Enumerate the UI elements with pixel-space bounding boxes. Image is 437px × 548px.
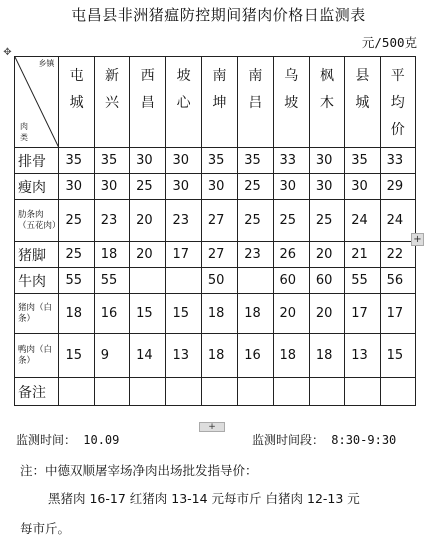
price-cell: 27: [201, 200, 237, 242]
price-cell: 18: [238, 294, 273, 334]
price-cell: 18: [309, 334, 344, 378]
column-header: 县城: [345, 57, 380, 148]
price-cell: 30: [201, 174, 237, 200]
table-row: [15, 378, 416, 406]
price-cell: [94, 378, 129, 406]
price-cell: [238, 268, 273, 294]
monitor-period: [252, 431, 396, 448]
table-row: [15, 334, 416, 378]
price-cell: 25: [59, 242, 94, 268]
price-cell: 55: [59, 268, 94, 294]
price-cell: 18: [94, 242, 129, 268]
column-header: 西昌: [130, 57, 166, 148]
price-cell: 50: [201, 268, 237, 294]
price-cell: 30: [166, 148, 201, 174]
price-cell: 17: [166, 242, 201, 268]
move-handle-icon[interactable]: ✥: [3, 47, 12, 58]
price-cell: [345, 378, 380, 406]
column-header: 坡心: [166, 57, 201, 148]
price-cell: 30: [345, 174, 380, 200]
price-cell: 30: [273, 174, 309, 200]
add-row-icon[interactable]: +: [199, 422, 225, 432]
row-label: 排骨: [15, 148, 59, 174]
column-header: 南吕: [238, 57, 273, 148]
row-label: 猪肉（白条）: [15, 294, 59, 334]
table-corner-cell: [15, 57, 59, 148]
price-cell: 16: [238, 334, 273, 378]
price-cell: 25: [238, 200, 273, 242]
price-cell: 20: [273, 294, 309, 334]
price-cell: 60: [309, 268, 344, 294]
price-cell: 14: [130, 334, 166, 378]
price-cell: 60: [273, 268, 309, 294]
price-cell: 30: [59, 174, 94, 200]
price-cell: 35: [238, 148, 273, 174]
table-row: [15, 148, 416, 174]
price-cell: 25: [309, 200, 344, 242]
price-cell: [130, 378, 166, 406]
price-cell: 15: [166, 294, 201, 334]
price-cell: [309, 378, 344, 406]
price-cell: [273, 378, 309, 406]
price-cell: [59, 378, 94, 406]
price-cell: 20: [309, 294, 344, 334]
table-header-row: [15, 57, 416, 148]
column-header: 新兴: [94, 57, 129, 148]
price-cell: 24: [380, 200, 415, 242]
price-cell: 20: [130, 242, 166, 268]
unit-label: 元/500克: [361, 35, 417, 50]
add-column-icon[interactable]: +: [411, 233, 424, 246]
price-cell: 25: [273, 200, 309, 242]
price-cell: 35: [345, 148, 380, 174]
price-cell: 15: [59, 334, 94, 378]
price-cell: 18: [273, 334, 309, 378]
price-cell: 30: [309, 174, 344, 200]
price-cell: 55: [345, 268, 380, 294]
column-header: 屯城: [59, 57, 94, 148]
note-line-1: 注：中德双顺屠宰场净肉出场批发指导价：: [20, 463, 258, 478]
price-cell: 29: [380, 174, 415, 200]
price-cell: 30: [309, 148, 344, 174]
price-cell: 15: [380, 334, 415, 378]
price-cell: 30: [130, 148, 166, 174]
price-cell: [380, 378, 415, 406]
note-line-2: 黑猪肉 16-17 红猪肉 13-14 元每市斤 白猪肉 12-13 元: [48, 491, 360, 506]
column-header: 平均价: [380, 57, 415, 148]
price-cell: 33: [273, 148, 309, 174]
row-label: 牛肉: [15, 268, 59, 294]
table-row: [15, 294, 416, 334]
monitor-time-value: 10.09: [83, 433, 120, 447]
price-cell: 27: [201, 242, 237, 268]
price-cell: 18: [59, 294, 94, 334]
price-cell: [238, 378, 273, 406]
note-line-3: 每市斤。: [20, 521, 71, 536]
row-label: 备注: [15, 378, 59, 406]
corner-bottom-label: 肉类: [20, 122, 28, 142]
price-cell: 13: [166, 334, 201, 378]
price-cell: 26: [273, 242, 309, 268]
price-table: [14, 56, 416, 406]
price-cell: [166, 268, 201, 294]
table-row: [15, 268, 416, 294]
price-cell: 13: [345, 334, 380, 378]
price-cell: 30: [166, 174, 201, 200]
price-cell: 23: [238, 242, 273, 268]
price-cell: 22: [380, 242, 415, 268]
price-cell: 15: [130, 294, 166, 334]
price-cell: 25: [238, 174, 273, 200]
price-cell: 56: [380, 268, 415, 294]
price-cell: 35: [94, 148, 129, 174]
price-cell: 35: [201, 148, 237, 174]
column-header: 南坤: [201, 57, 237, 148]
price-cell: 25: [59, 200, 94, 242]
corner-top-label: 乡镇: [38, 59, 55, 68]
price-cell: 33: [380, 148, 415, 174]
monitor-time: [16, 431, 119, 448]
price-cell: 20: [309, 242, 344, 268]
table-row: [15, 174, 416, 200]
monitor-time-label: 监测时间：: [16, 433, 77, 447]
table-row: [15, 242, 416, 268]
row-label: 鸭肉（白条）: [15, 334, 59, 378]
price-cell: [166, 378, 201, 406]
column-header: 枫木: [309, 57, 344, 148]
price-cell: 24: [345, 200, 380, 242]
price-cell: 25: [130, 174, 166, 200]
row-label: 猪脚: [15, 242, 59, 268]
page-title: 屯昌县非洲猪瘟防控期间猪肉价格日监测表: [71, 6, 366, 24]
price-cell: 9: [94, 334, 129, 378]
row-label: 肋条肉（五花肉）: [15, 200, 59, 242]
price-cell: 17: [345, 294, 380, 334]
price-cell: 17: [380, 294, 415, 334]
price-cell: 23: [94, 200, 129, 242]
price-cell: 18: [201, 334, 237, 378]
monitor-period-value: 8:30-9:30: [331, 433, 397, 447]
price-cell: 55: [94, 268, 129, 294]
column-header: 乌坡: [273, 57, 309, 148]
price-cell: 16: [94, 294, 129, 334]
price-cell: 21: [345, 242, 380, 268]
price-cell: 18: [201, 294, 237, 334]
monitor-period-label: 监测时间段：: [252, 433, 325, 447]
price-cell: 23: [166, 200, 201, 242]
price-cell: 20: [130, 200, 166, 242]
price-cell: 35: [59, 148, 94, 174]
price-cell: [201, 378, 237, 406]
price-cell: [130, 268, 166, 294]
row-label: 瘦肉: [15, 174, 59, 200]
table-row: [15, 200, 416, 242]
price-cell: 30: [94, 174, 129, 200]
